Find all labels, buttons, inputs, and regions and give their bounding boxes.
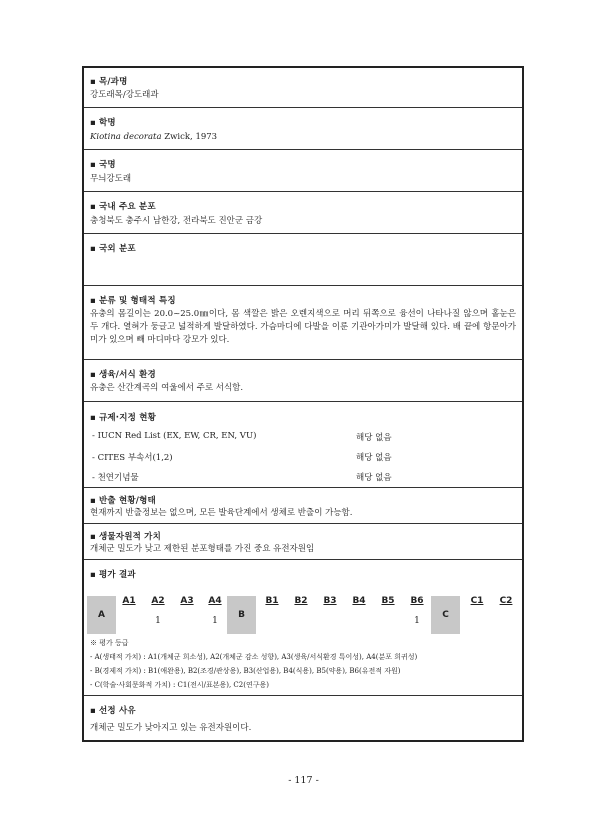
criterion-label: B5	[381, 596, 395, 606]
criterion-label: B1	[265, 596, 279, 606]
grade-group-a: A	[87, 596, 116, 634]
criterion-label: A3	[180, 596, 194, 606]
heading-domestic-distribution: ▪ 국내 주요 분포	[90, 202, 156, 212]
section-habitat	[84, 360, 522, 402]
morphology-text: 유충의 몸길이는 20.0~25.0㎜이다, 몸 색깔은 밝은 오렌지색으로 머리 뒤쪽으로 융선이 나타나질 않으며 홑눈은 두 개다. 열혀가 둥글고 넓적하게 발달하였다. 가슴마디에 다발을 이룬 기관아가미가 발달해 있다. 배 끝에 항문아가미가 있으며 빼 마디마다 강모가 있다.	[90, 309, 516, 345]
section-korean-name	[84, 150, 522, 192]
criterion-score: 1	[155, 616, 161, 626]
regulation-row-label: - IUCN Red List (EX, EW, CR, EN, VU)	[92, 431, 257, 441]
order-family-value: 강도래목/강도래과	[90, 90, 159, 100]
heading-habitat: ▪ 생육/서식 환경	[90, 370, 156, 380]
heading-order-family: ▪ 목/과명	[90, 77, 128, 87]
domestic-distribution-value: 충청북도 충주시 남한강, 전라북도 진안군 금강	[90, 216, 263, 226]
export-value: 현재까지 반출정보는 없으며, 모든 발육단계에서 생체로 반출이 가능함.	[90, 508, 353, 518]
heading-overseas-distribution: ▪ 국외 분포	[90, 244, 136, 254]
species-info-table	[82, 66, 524, 742]
selection-reason-value: 개체군 밀도가 낮아지고 있는 유전자원이다.	[90, 723, 252, 733]
page-number: - 117 -	[288, 775, 319, 786]
section-order-family	[84, 68, 522, 108]
bio-resource-value-text: 개체군 밀도가 낮고 제한된 분포형태를 가진 중요 유전자원임	[90, 544, 315, 554]
criterion-label: B6	[410, 596, 424, 606]
heading-bio-resource-value: ▪ 생물자원적 가치	[90, 532, 162, 542]
section-selection-reason	[84, 696, 522, 742]
criterion-label: B3	[323, 596, 337, 606]
regulation-row-label: - CITES 부속서(1,2)	[92, 453, 173, 463]
criterion-label: C1	[470, 596, 484, 606]
grade-note: ※ 평가 등급	[90, 639, 129, 647]
grade-note: - A(생태적 가치) : A1(개체군 희소성), A2(개체군 감소 성향), A3(생육/서식환경 특이성), A4(분포 희귀성)	[90, 653, 418, 661]
heading-scientific-name: ▪ 학명	[90, 118, 116, 128]
heading-morphology: ▪ 분류 및 형태적 특징	[90, 296, 176, 306]
grade-group-b: B	[227, 596, 256, 634]
criterion-label: A4	[208, 596, 222, 606]
section-regulation	[84, 402, 522, 488]
grade-note: - B(경제적 가치) : B1(애완용), B2(조경/관상용), B3(산업용), B4(식용), B5(약용), B6(유전적 자원)	[90, 667, 401, 675]
korean-name-value: 무늬강도래	[90, 174, 132, 184]
scientific-name-value: Kiotina decorata Zwick, 1973	[90, 132, 218, 142]
criterion-label: A2	[151, 596, 165, 606]
criterion-label: A1	[122, 596, 136, 606]
regulation-row-label: - 천연기념물	[92, 473, 139, 483]
grade-note: - C(학술·사회문화적 가치) : C1(전시/표본용), C2(연구용)	[90, 681, 269, 689]
heading-export: ▪ 반출 현황/형태	[90, 496, 156, 506]
habitat-value: 유충은 산간계곡의 여울에서 주로 서식함.	[90, 383, 244, 393]
section-overseas-distribution	[84, 234, 522, 286]
section-morphology	[84, 286, 522, 360]
criterion-label: B4	[352, 596, 366, 606]
section-bio-resource-value	[84, 524, 522, 560]
section-domestic-distribution	[84, 192, 522, 234]
criterion-label: B2	[294, 596, 308, 606]
heading-selection-reason: ▪ 선정 사유	[90, 706, 136, 716]
grade-group-c: C	[431, 596, 460, 634]
regulation-row-value: 해당 없음	[356, 473, 392, 483]
section-scientific-name	[84, 108, 522, 150]
heading-evaluation: ▪ 평가 결과	[90, 570, 136, 580]
criterion-score: 1	[414, 616, 420, 626]
regulation-row-value: 해당 없음	[356, 433, 392, 443]
section-export	[84, 488, 522, 524]
heading-korean-name: ▪ 국명	[90, 160, 116, 170]
regulation-row-value: 해당 없음	[356, 453, 392, 463]
section-evaluation	[84, 560, 522, 696]
heading-regulation: ▪ 규제·지정 현황	[90, 413, 157, 423]
criterion-label: C2	[499, 596, 513, 606]
criterion-score: 1	[212, 616, 218, 626]
